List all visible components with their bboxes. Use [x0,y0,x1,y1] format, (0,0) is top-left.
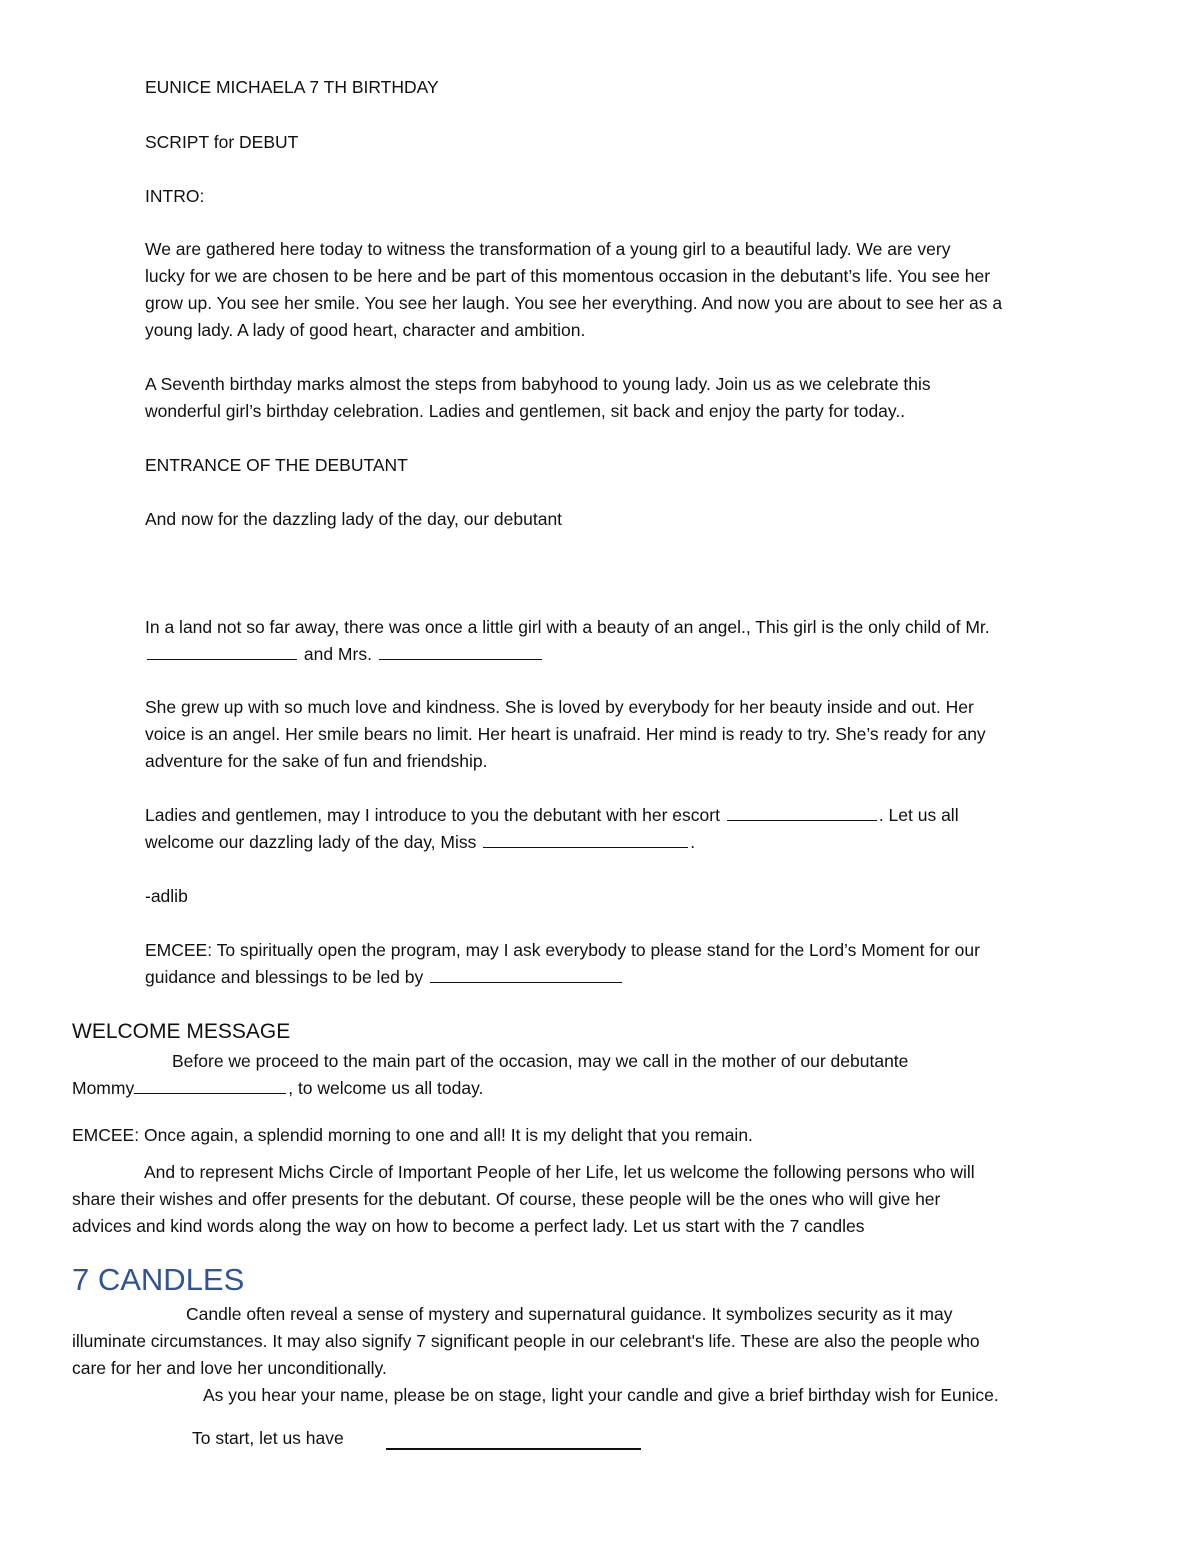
story-connector: and Mrs. [303,644,372,664]
circle-line: advices and kind words along the way on how to become a perfect lady. Let us start with the 7 candles [72,1216,865,1236]
candles-instruction: As you hear your name, please be on stage, light your candle and give a brief birthday wish for Eunice. [203,1385,999,1405]
emcee-prayer-line: EMCEE: To spiritually open the program, may I ask everybody to please stand for the Lord’s Moment for our [145,940,980,960]
intro-p1-line: grow up. You see her smile. You see her laugh. You see her everything. And now you are about to see her as a [145,293,1003,313]
entrance-line: And now for the dazzling lady of the day, our debutant [145,509,563,529]
introduce-line [145,802,959,829]
candles-line: illuminate circumstances. It may also signify 7 significant people in our celebrant's life. These are also the people who [72,1331,980,1351]
emcee-welcome-line: EMCEE: Once again, a splendid morning to one and all! It is my delight that you remain. [72,1125,753,1145]
document-title: EUNICE MICHAELA 7 TH BIRTHDAY [145,77,439,97]
intro-p1-line: young lady. A lady of good heart, character and ambition. [145,320,586,340]
fill-blank-father[interactable] [147,641,297,660]
welcome-mommy-line [72,1075,483,1102]
welcome-lady-line [145,829,695,856]
adlib-note: -adlib [145,886,188,906]
emcee-prayer-line-2 [145,964,624,991]
welcome-lady-end: . [690,832,696,852]
intro-p2-line: wonderful girl’s birthday celebration. Ladies and gentlemen, sit back and enjoy the party for today.. [145,401,906,421]
circle-line: And to represent Michs Circle of Important People of her Life, let us welcome the following persons who will [144,1162,975,1182]
fill-blank-mommy[interactable] [134,1075,286,1094]
intro-p2-line: A Seventh birthday marks almost the steps from babyhood to young lady. Join us as we celebrate this [145,374,931,394]
welcome-mommy-end: , to welcome us all today. [288,1078,484,1098]
intro-p1-line: lucky for we are chosen to be here and be part of this momentous occasion in the debutant’s life. You see her [145,266,991,286]
welcome-lady-text: welcome our dazzling lady of the day, Miss [145,832,477,852]
candles-line: Candle often reveal a sense of mystery and supernatural guidance. It symbolizes security as it may [186,1304,953,1324]
candles-start: To start, let us have [192,1428,344,1448]
fill-blank-mother[interactable] [379,641,542,660]
story-line-parents [145,641,544,668]
introduce-text: Ladies and gentlemen, may I introduce to you the debutant with her escort [145,805,720,825]
emcee-prayer-text: guidance and blessings to be led by [145,967,424,987]
document-subtitle: SCRIPT for DEBUT [145,132,299,152]
candles-line: care for her and love her unconditionally. [72,1358,387,1378]
welcome-heading: WELCOME MESSAGE [72,1020,291,1043]
introduce-text-end: . Let us all [878,805,959,825]
candles-heading: 7 CANDLES [72,1262,245,1297]
story-line: In a land not so far away, there was once a little girl with a beauty of an angel., This girl is the only child of Mr. [145,617,990,637]
intro-p1-line: We are gathered here today to witness the transformation of a young girl to a beautiful lady. We are very [145,239,951,259]
fill-blank-miss[interactable] [483,829,688,848]
fill-blank-escort[interactable] [727,802,877,821]
story-p2-line: adventure for the sake of fun and friendship. [145,751,488,771]
intro-label: INTRO: [145,186,205,206]
circle-line: share their wishes and offer presents for the debutant. Of course, these people will be the ones who will give her [72,1189,941,1209]
welcome-mommy-label: Mommy [72,1078,135,1098]
entrance-heading: ENTRANCE OF THE DEBUTANT [145,455,408,475]
fill-blank-first-candle[interactable] [386,1448,641,1450]
fill-blank-prayer-leader[interactable] [430,964,622,983]
welcome-line: Before we proceed to the main part of the occasion, may we call in the mother of our debutante [172,1051,909,1071]
story-p2-line: She grew up with so much love and kindness. She is loved by everybody for her beauty inside and out. Her [145,697,974,717]
story-p2-line: voice is an angel. Her smile bears no limit. Her heart is unafraid. Her mind is ready to try. She’s ready for any [145,724,986,744]
